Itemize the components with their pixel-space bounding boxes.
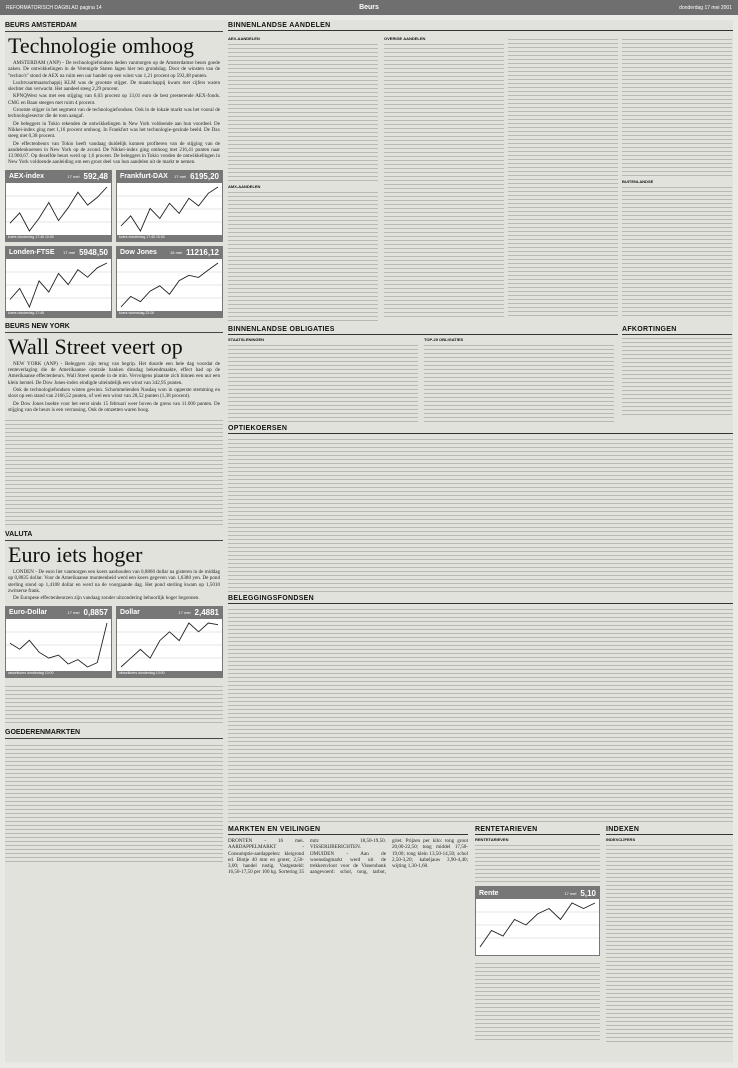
index-charts	[5, 167, 223, 321]
chart-footnote: koers donderdag 17:45 10:00	[117, 235, 222, 241]
chart-dollar	[116, 606, 223, 678]
chart-dowjones	[116, 246, 223, 318]
rate-table	[475, 960, 600, 1040]
paragraph: NEW YORK (ANP) - Beleggers zijn terug van begrip. Het duurde een hele dag voordat de renteverlaging die de Amerikaanse centrale banken dinsdag bekendmaakte, effect had op de Amerikaanse effectenbeurs. Wall Street opende in de min. Vervolgens plaatste zich binnen een uur een klein herstel. De Dow Jones-index eindigde uiteindelijk een winst van 342,95 punten.	[8, 360, 220, 386]
funds-table	[228, 606, 733, 824]
chart-name: Rente	[479, 889, 499, 897]
paragraph: Ook de technologiefondsen wisten gewinn. Schommelenden Nasdaq won in opperste stemming en sloot op een stand van 2166,52 punten, of wel een winst van 28,52 punten (1,38 procent).	[8, 386, 220, 400]
chart-rente	[475, 886, 600, 956]
section-title: INDEXEN	[606, 826, 733, 835]
table-title: STAATSLENINGEN	[228, 337, 265, 342]
commodity-table	[5, 742, 223, 862]
chart-name: Dollar	[120, 609, 140, 617]
table-title: OVERIGE AANDELEN	[384, 36, 426, 41]
chart-svg	[6, 183, 111, 235]
table-title: INDEXCIJFERS	[606, 837, 636, 842]
afkortingen-block	[622, 326, 732, 415]
chart-svg	[117, 259, 222, 311]
section-title: Beurs	[359, 4, 379, 11]
section-label-goederen: GOEDERENMARKTEN	[5, 727, 223, 739]
paragraph: De beleggers in Tokio rekenden de ontwikkelingen in New York voldoende aan hun voordeel. De Nikkei-index ging met 1,16 procent omhoog. In Frankfurt was het technologie-gezinde beeld. De Dax steeg met 0,38 procent.	[8, 120, 220, 140]
chart-date: 17 mei	[178, 610, 191, 616]
headline-technologie: Technologie omhoog	[8, 33, 195, 58]
paragraph: De Dow Jones boekte voor het eerst sinds 15 februari weer boven de grens van 11.000 punten. De stijging van de beurs is een verrassing. Ook de omzetten waren hoog.	[8, 400, 220, 413]
section-title: AFKORTINGEN	[622, 326, 732, 335]
index-rows	[606, 842, 733, 1042]
chart-value: 6195,20	[190, 172, 219, 182]
paragraph: De effectenbeurs van Tokio heeft vandaag duidelijk kunnen profiteren van de stijging van de aandelenkoersen in New York op de avond. De Nikkei-index ging omhoog met 216,41 punten naar 13.960,67. Op dezelfde beurs werd op 1,6 procent. De beleggers in Tokio vonden de ontwikkelingen in New York voldoende aanleiding om een groot deel van hun aandelen uit de markt te nemen.	[8, 140, 220, 166]
table-title: RENTETARIEVEN	[475, 837, 509, 842]
rate-rows	[475, 842, 600, 882]
chart-footnote: wisselkoers donderdag 10:00	[6, 671, 111, 677]
chart-footnote: koers donderdag 17:45	[6, 311, 111, 317]
section-title: RENTETARIEVEN	[475, 826, 600, 835]
chart-date: 17 mei	[63, 250, 76, 256]
article-wallstreet	[5, 361, 223, 413]
valuta-charts	[5, 603, 223, 681]
table-rows	[228, 189, 378, 321]
paragraph: LONDEN - De euro liet vanmorgen een koers aanhouden van 0,8860 dollar na gisteren in de middag op 0,8835 dollar. Voor de Amerikaanse munteenheid werd een koers gegeven van 1,6380 yen. De pond sterling stond op 1,4108 dollar en werd na de voorgaande dag. Het pond sterling kwam op 1,5010 zwitserse frank.	[8, 569, 220, 595]
indexen-block	[606, 826, 733, 1042]
chart-name: Dow Jones	[120, 249, 157, 257]
obligaties-block	[228, 326, 618, 422]
aex-table	[228, 36, 378, 321]
chart-svg	[117, 183, 222, 235]
paragraph: KPNQWest was met een stijging van 6,03 procent op 13,01 euro de best presterende AEX-fonds. CMG en Baan steegen met ruim 4 procent.	[8, 93, 220, 106]
left-column	[5, 20, 223, 862]
markten-text: DRONTEN - 16 mei. AARDAPPELMARKT - Consumptie-aardappelen: kleigrond ed. Bintje 40 mm en groter, 2,50-3,00; handel rustig. Vastgesteld: 16,50-17,50 per 100 kg. Sortering 35 mm: 18,50-19,50. VISSERIJBERICHTEN. IJMUIDEN - Aan de woensdagmarkt werd uit de trekkersvloot voor de Vissersbank aangevoerd: schol, tong, tarbot, griet. Prijzen per kilo: tong groot 20,00-22,50; tong middel 17,50-19,00; tong klein 13,50-14,50; schol 2,50-3,20; kabeljauw 3,90-4,40; wijting 1,30-1,60.	[228, 838, 468, 876]
chart-date: 17 mei	[67, 174, 80, 180]
chart-name: Euro-Dollar	[9, 609, 48, 617]
table-rows	[508, 36, 618, 319]
chart-value: 11216,12	[186, 248, 219, 258]
options-table	[228, 436, 733, 594]
headline-euro: Euro iets hoger	[8, 542, 143, 568]
overige-table-2	[508, 36, 618, 319]
chart-footnote: koers donderdag 17:45 10:00	[6, 235, 111, 241]
chart-svg	[6, 619, 111, 671]
chart-name: Londen-FTSE	[9, 249, 55, 257]
table-title: TOP-25 OBLIGATIES	[424, 337, 464, 342]
overige-table	[384, 36, 504, 319]
headline-wallstreet: Wall Street veert op	[8, 333, 183, 359]
chart-svg	[117, 619, 222, 671]
chart-ftse	[5, 246, 112, 318]
buitenlandse-table	[622, 36, 732, 316]
fondsen-block	[228, 595, 733, 824]
table-rows	[622, 36, 732, 176]
markten-block	[228, 826, 468, 1048]
section-label-new-york: BEURS NEW YORK	[5, 321, 223, 333]
chart-name: Frankfurt-DAX	[120, 173, 168, 181]
paragraph: Grootste stijger in het segment van de technologiefondsen. Ook in de lokale markt was het vooral de technologiesector die de toon aangaf.	[8, 107, 220, 120]
table-rows	[228, 342, 418, 422]
chart-svg	[476, 899, 599, 951]
table-rows	[228, 41, 378, 181]
chart-date: 16 mei	[170, 250, 183, 256]
paper-name: REFORMATORISCH DAGBLAD pagina 14	[6, 4, 102, 11]
table-title: AMX-AANDELEN	[228, 184, 261, 189]
section-title: BELEGGINGSFONDSEN	[228, 595, 733, 604]
legend-rows	[622, 335, 732, 415]
article-valuta	[5, 569, 223, 601]
table-title: AEX-AANDELEN	[228, 36, 260, 41]
chart-value: 592,48	[83, 172, 108, 182]
chart-date: 17 mei	[67, 610, 80, 616]
paragraph: Luchtvaartmaatschappij KLM was de grootste stijger. De maatschappij kwam met cijfers waren slechter dan verwacht. Het aandeel steeg 2,29 procent.	[8, 79, 220, 93]
section-label-valuta: VALUTA	[5, 529, 223, 541]
currency-table	[5, 683, 223, 725]
chart-dax	[116, 170, 223, 242]
chart-footnote: wisselkoers donderdag 10:00	[117, 671, 222, 677]
chart-euro-dollar	[5, 606, 112, 678]
chart-date: 17 mei	[174, 174, 187, 180]
chart-value: 2,4881	[194, 608, 219, 618]
chart-name: AEX-index	[9, 173, 45, 181]
section-title: OPTIEKOERSEN	[228, 425, 733, 434]
table-rows	[622, 184, 732, 316]
section-label-beurs-amsterdam: BEURS AMSTERDAM	[5, 20, 223, 32]
table-rows	[384, 41, 504, 319]
page-header-bar	[0, 0, 738, 15]
section-title: MARKTEN EN VEILINGEN	[228, 826, 468, 835]
rente-block	[475, 826, 600, 1040]
chart-value: 5948,50	[79, 248, 108, 258]
chart-date: 17 mei	[564, 890, 577, 896]
chart-value: 0,8857	[83, 608, 108, 618]
chart-svg	[6, 259, 111, 311]
section-title: BINNENLANDSE AANDELEN	[228, 22, 733, 31]
section-title: BINNENLANDSE OBLIGATIES	[228, 326, 618, 335]
table-title: BUITENLANDSE	[622, 179, 654, 184]
article-amsterdam	[5, 60, 223, 166]
chart-aex	[5, 170, 112, 242]
binnenlandse-aandelen-block	[228, 22, 733, 31]
paragraph: De Europese effectenbeurzen zijn vandaag zonder uitzondering behoorlijk hoger begonnen.	[13, 595, 200, 602]
opties-block	[228, 425, 733, 594]
edition-date: donderdag 17 mei 2001	[679, 4, 732, 11]
table-rows	[424, 342, 614, 422]
us-stock-table	[5, 417, 223, 525]
paragraph: AMSTERDAM (ANP) - De technologiefondsen deden vanmorgen op de Amsterdamse beurs goede zaken. De ontwikkelingen in de Verenigde Staten lagen hier ten grondslag. Door de winsten van de "techno's" stond de AEX na ruim een uur handel op een winst van 1,21 procent op 592,48 punten.	[8, 60, 220, 79]
chart-footnote: koers woensdag 22:00	[117, 311, 222, 317]
chart-value: 5,10	[580, 888, 596, 898]
